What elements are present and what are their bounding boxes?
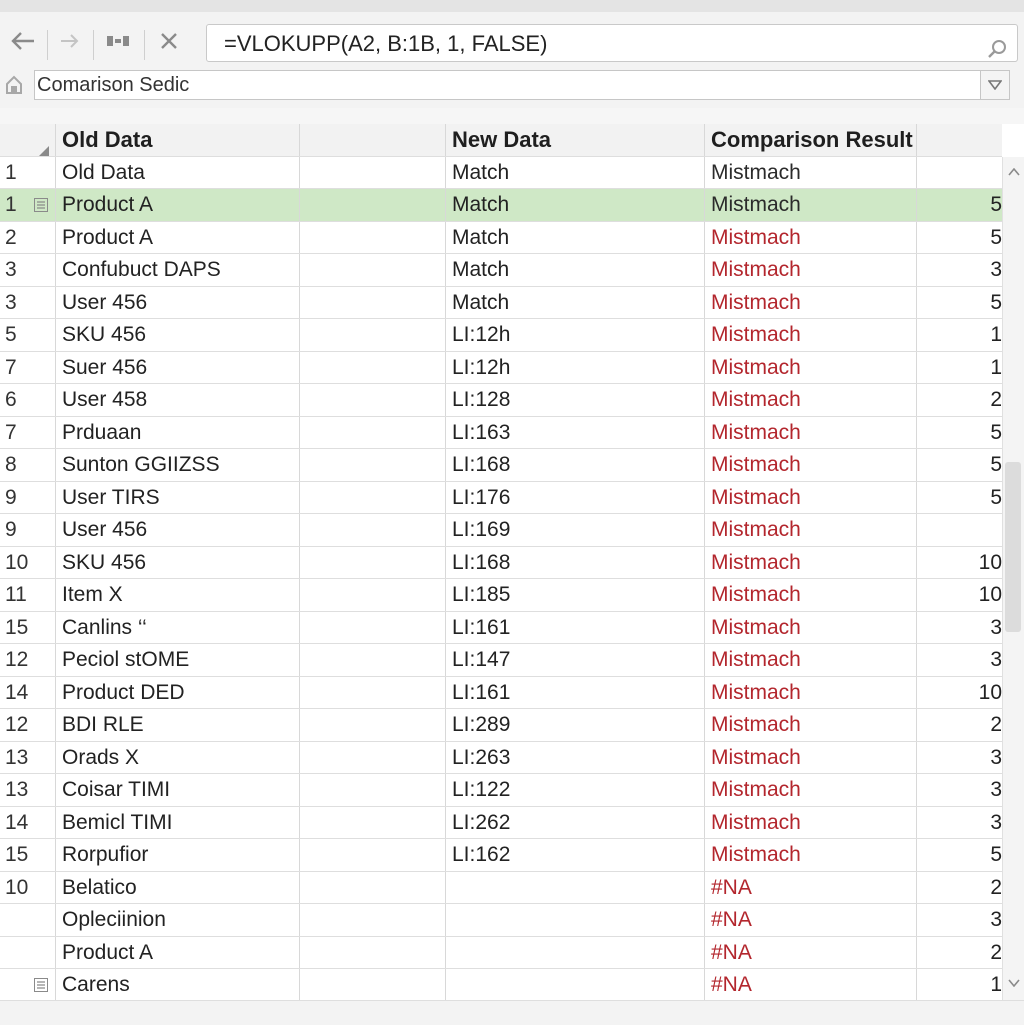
new-data-cell[interactable]: LI:162	[446, 839, 705, 871]
value-cell[interactable]: 5	[990, 453, 1002, 476]
value-cell[interactable]: 5	[990, 290, 1002, 314]
name-box-row	[0, 68, 1024, 108]
value-cell[interactable]: 5	[990, 225, 1002, 249]
value-cell[interactable]: 5	[990, 843, 1002, 866]
toolbar	[0, 12, 1024, 72]
value-cell[interactable]: 3	[990, 810, 1002, 834]
table-row	[0, 839, 1002, 872]
table-row	[0, 417, 1002, 450]
value-cell[interactable]: 5	[990, 420, 1002, 444]
table-row	[0, 157, 1002, 190]
new-data-cell[interactable]: LI:12h	[446, 352, 705, 384]
row-number-cell[interactable]: 1	[0, 189, 56, 221]
row-number-cell[interactable]	[0, 904, 56, 936]
value-cell[interactable]: 3	[990, 258, 1002, 281]
row-detail-icon[interactable]	[34, 978, 48, 997]
old-data-cell[interactable]: Bemicl TIMI	[56, 807, 300, 839]
row-number-cell[interactable]: 1	[0, 157, 56, 189]
column-header-e[interactable]	[917, 124, 1002, 156]
old-data-cell[interactable]: SKU 456	[56, 319, 300, 351]
row-number-cell[interactable]: 7	[0, 417, 56, 449]
name-box-value: Comarison Sedic	[37, 74, 190, 96]
row-number-cell[interactable]: 13	[0, 742, 56, 774]
table-row	[0, 352, 1002, 385]
old-data-cell[interactable]: User 456	[56, 287, 300, 319]
new-data-cell[interactable]: LI:176	[446, 482, 705, 514]
new-data-cell[interactable]: Match	[446, 157, 705, 189]
search-icon[interactable]	[987, 33, 1007, 71]
table-row	[0, 579, 1002, 612]
value-cell[interactable]: 2	[990, 940, 1002, 964]
comparison-result-cell[interactable]: Mistmach	[705, 742, 917, 774]
row-number-cell[interactable]: 13	[0, 774, 56, 806]
new-data-cell[interactable]: Match	[446, 222, 705, 254]
comparison-result-cell[interactable]: Mistmach	[705, 612, 917, 644]
table-row	[0, 742, 1002, 775]
value-cell[interactable]: 3	[990, 778, 1002, 801]
select-all-icon	[37, 135, 49, 156]
old-data-cell[interactable]: Belatico	[56, 872, 300, 904]
old-data-cell[interactable]: Carens	[56, 969, 300, 1001]
old-data-cell[interactable]: Product A	[56, 189, 300, 221]
name-box[interactable]	[34, 70, 1010, 100]
old-data-cell[interactable]: SKU 456	[56, 547, 300, 579]
old-data-cell[interactable]: Product A	[56, 222, 300, 254]
comparison-result-cell[interactable]: Mistmach	[705, 677, 917, 709]
row-number-cell[interactable]: 14	[0, 677, 56, 709]
empty-cell[interactable]	[300, 807, 446, 839]
old-data-cell[interactable]: Peciol stOME	[56, 644, 300, 676]
ribbon-gap	[0, 108, 1024, 124]
row-detail-icon[interactable]	[34, 198, 48, 217]
table-row	[0, 384, 1002, 417]
row-number-cell[interactable]: 9	[0, 514, 56, 546]
comparison-result-cell[interactable]: Mistmach	[705, 514, 917, 546]
comparison-result-cell[interactable]: Mistmach	[705, 287, 917, 319]
new-data-cell[interactable]: LI:289	[446, 709, 705, 741]
comparison-result-cell[interactable]: Mistmach	[705, 579, 917, 611]
new-data-cell[interactable]	[446, 904, 705, 936]
row-number-cell[interactable]: 15	[0, 839, 56, 871]
row-number-cell[interactable]: 3	[0, 287, 56, 319]
new-data-cell[interactable]: LI:122	[446, 774, 705, 806]
old-data-cell[interactable]: User 456	[56, 514, 300, 546]
comparison-result-cell[interactable]: #NA	[705, 904, 917, 936]
value-cell[interactable]: 10	[978, 550, 1002, 574]
empty-cell[interactable]	[300, 742, 446, 774]
toolbar-separator	[47, 30, 48, 60]
old-data-cell[interactable]: Suer 456	[56, 352, 300, 384]
comparison-result-cell[interactable]: Mistmach	[705, 709, 917, 741]
empty-cell[interactable]	[300, 189, 446, 221]
value-cell[interactable]: 5	[990, 485, 1002, 509]
header-row	[0, 124, 1002, 157]
row-number-cell[interactable]: 8	[0, 449, 56, 481]
row-number-cell[interactable]: 6	[0, 384, 56, 416]
empty-cell[interactable]	[300, 774, 446, 806]
old-data-cell[interactable]: Item X	[56, 579, 300, 611]
row-number-cell[interactable]: 15	[0, 612, 56, 644]
comparison-result-cell[interactable]: #NA	[705, 937, 917, 969]
row-number-cell[interactable]: 10	[0, 547, 56, 579]
old-data-cell[interactable]: Product DED	[56, 677, 300, 709]
toolbar-separator	[93, 30, 94, 60]
value-cell[interactable]: 3	[990, 648, 1002, 671]
window-top-strip	[0, 0, 1024, 12]
table-row	[0, 612, 1002, 645]
new-data-cell[interactable]: Match	[446, 254, 705, 286]
table-row	[0, 969, 1002, 1002]
row-number-cell[interactable]: 12	[0, 644, 56, 676]
column-header-b[interactable]	[300, 124, 446, 156]
empty-cell[interactable]	[300, 677, 446, 709]
table-row	[0, 774, 1002, 807]
empty-cell[interactable]	[300, 709, 446, 741]
table-row	[0, 319, 1002, 352]
empty-cell[interactable]	[300, 514, 446, 546]
new-data-cell[interactable]: LI:262	[446, 807, 705, 839]
comparison-result-cell[interactable]: Mistmach	[705, 547, 917, 579]
value-cell[interactable]: 3	[990, 745, 1002, 769]
old-data-cell[interactable]: Rorpufior	[56, 839, 300, 871]
comparison-result-cell[interactable]: Mistmach	[705, 839, 917, 871]
new-data-cell[interactable]: LI:161	[446, 612, 705, 644]
old-data-cell[interactable]: Canlins ‘‘	[56, 612, 300, 644]
comparison-result-cell[interactable]: Mistmach	[705, 222, 917, 254]
empty-cell[interactable]	[300, 644, 446, 676]
table-row	[0, 644, 1002, 677]
new-data-cell[interactable]	[446, 937, 705, 969]
comparison-result-cell[interactable]: Mistmach	[705, 482, 917, 514]
column-header-old-data[interactable]: Old Data	[56, 124, 300, 156]
empty-cell[interactable]	[300, 482, 446, 514]
old-data-cell[interactable]: Opleciinion	[56, 904, 300, 936]
formula-bar[interactable]	[206, 24, 1018, 62]
chevron-down-icon[interactable]	[980, 71, 1009, 99]
new-data-cell[interactable]: LI:161	[446, 677, 705, 709]
comparison-result-cell[interactable]: #NA	[705, 872, 917, 904]
scroll-down-icon[interactable]	[1008, 974, 1020, 992]
scrollbar-thumb[interactable]	[1005, 462, 1021, 632]
value-cell[interactable]: 10	[978, 680, 1002, 704]
old-data-cell[interactable]: Old Data	[56, 157, 300, 189]
comparison-result-cell[interactable]: Mistmach	[705, 449, 917, 481]
row-number-cell[interactable]: 5	[0, 319, 56, 351]
value-cell[interactable]: 5	[990, 193, 1002, 216]
new-data-cell[interactable]: LI:185	[446, 579, 705, 611]
table-row	[0, 222, 1002, 255]
row-number-cell[interactable]: 2	[0, 222, 56, 254]
value-cell[interactable]: 10	[978, 583, 1002, 606]
new-data-cell[interactable]: LI:128	[446, 384, 705, 416]
formula-text: =VLOKUPP(A2, B:1B, 1, FALSE)	[224, 31, 548, 56]
old-data-cell[interactable]: User 458	[56, 384, 300, 416]
empty-cell[interactable]	[300, 937, 446, 969]
empty-cell[interactable]	[300, 969, 446, 1001]
table-row	[0, 904, 1002, 937]
empty-cell[interactable]	[300, 872, 446, 904]
empty-cell[interactable]	[300, 839, 446, 871]
value-cell[interactable]: 3	[990, 615, 1002, 639]
table-row	[0, 189, 1002, 222]
scroll-up-icon[interactable]	[1008, 163, 1020, 181]
value-cell[interactable]	[917, 514, 1002, 546]
table-row	[0, 937, 1002, 970]
comparison-result-cell[interactable]: Mistmach	[705, 352, 917, 384]
table-row	[0, 287, 1002, 320]
table-row	[0, 514, 1002, 547]
new-data-cell[interactable]: LI:169	[446, 514, 705, 546]
value-cell[interactable]: 1	[990, 323, 1002, 346]
column-header-new-data[interactable]: New Data	[446, 124, 705, 156]
empty-cell[interactable]	[300, 319, 446, 351]
new-data-cell[interactable]: LI:263	[446, 742, 705, 774]
empty-cell[interactable]	[300, 417, 446, 449]
empty-cell[interactable]	[300, 612, 446, 644]
row-number-cell[interactable]: 7	[0, 352, 56, 384]
table-row	[0, 254, 1002, 287]
old-data-cell[interactable]: Product A	[56, 937, 300, 969]
old-data-cell[interactable]: Confubuct DAPS	[56, 254, 300, 286]
new-data-cell[interactable]: LI:12h	[446, 319, 705, 351]
row-number-cell[interactable]: 10	[0, 872, 56, 904]
new-data-cell[interactable]: LI:168	[446, 449, 705, 481]
table-row	[0, 449, 1002, 482]
corner-cell[interactable]	[0, 124, 56, 156]
new-data-cell[interactable]	[446, 872, 705, 904]
new-data-cell[interactable]: LI:163	[446, 417, 705, 449]
empty-cell[interactable]	[300, 579, 446, 611]
row-number-cell[interactable]: 11	[0, 579, 56, 611]
table-row	[0, 807, 1002, 840]
empty-cell[interactable]	[300, 384, 446, 416]
comparison-result-cell[interactable]: Mistmach	[705, 319, 917, 351]
value-cell[interactable]: 2	[990, 713, 1002, 736]
new-data-cell[interactable]: LI:168	[446, 547, 705, 579]
row-number-cell[interactable]: 3	[0, 254, 56, 286]
table-row	[0, 709, 1002, 742]
back-arrow-icon[interactable]	[6, 26, 40, 56]
row-number-cell[interactable]	[0, 937, 56, 969]
new-data-cell[interactable]: Match	[446, 189, 705, 221]
column-header-comparison-result[interactable]: Comparison Result	[705, 124, 917, 156]
new-data-cell[interactable]: Match	[446, 287, 705, 319]
empty-cell[interactable]	[300, 287, 446, 319]
table-row	[0, 482, 1002, 515]
old-data-cell[interactable]: Prduaan	[56, 417, 300, 449]
forward-arrow-icon[interactable]	[53, 26, 87, 56]
empty-cell[interactable]	[300, 222, 446, 254]
old-data-cell[interactable]: BDI RLE	[56, 709, 300, 741]
comparison-result-cell[interactable]: Mistmach	[705, 807, 917, 839]
value-cell[interactable]: 2	[990, 875, 1002, 899]
value-cell[interactable]: 3	[990, 908, 1002, 931]
vertical-scrollbar[interactable]	[1002, 157, 1024, 1000]
old-data-cell[interactable]: Coisar TIMI	[56, 774, 300, 806]
status-bar	[0, 1000, 1024, 1025]
empty-cell[interactable]	[300, 254, 446, 286]
value-cell[interactable]: 1	[990, 355, 1002, 379]
comparison-result-cell[interactable]: Mistmach	[705, 189, 917, 221]
comparison-result-cell[interactable]: Mistmach	[705, 644, 917, 676]
comparison-result-cell[interactable]: Mistmach	[705, 417, 917, 449]
spreadsheet-grid	[0, 124, 1024, 1000]
empty-cell[interactable]	[300, 157, 446, 189]
comparison-result-cell[interactable]: Mistmach	[705, 157, 917, 189]
value-cell[interactable]: 2	[990, 388, 1002, 411]
empty-cell[interactable]	[300, 449, 446, 481]
toolbar-separator	[144, 30, 145, 60]
row-number-cell[interactable]: 14	[0, 807, 56, 839]
comparison-result-cell[interactable]: Mistmach	[705, 384, 917, 416]
old-data-cell[interactable]: User TIRS	[56, 482, 300, 514]
value-cell[interactable]: 1	[990, 973, 1002, 996]
new-data-cell[interactable]	[446, 969, 705, 1001]
cancel-x-icon[interactable]	[152, 26, 186, 56]
table-row	[0, 677, 1002, 710]
comparison-result-cell[interactable]: Mistmach	[705, 774, 917, 806]
comparison-result-cell[interactable]: #NA	[705, 969, 917, 1001]
old-data-cell[interactable]: Orads X	[56, 742, 300, 774]
table-row	[0, 872, 1002, 905]
value-cell[interactable]	[917, 157, 1002, 189]
empty-cell[interactable]	[300, 352, 446, 384]
comparison-result-cell[interactable]: Mistmach	[705, 254, 917, 286]
freeze-panes-icon[interactable]	[101, 26, 135, 56]
table-row	[0, 547, 1002, 580]
old-data-cell[interactable]: Sunton GGIIZSS	[56, 449, 300, 481]
row-number-cell[interactable]: 12	[0, 709, 56, 741]
home-icon[interactable]	[4, 74, 24, 101]
empty-cell[interactable]	[300, 547, 446, 579]
row-number-cell[interactable]: 9	[0, 482, 56, 514]
new-data-cell[interactable]: LI:147	[446, 644, 705, 676]
empty-cell[interactable]	[300, 904, 446, 936]
